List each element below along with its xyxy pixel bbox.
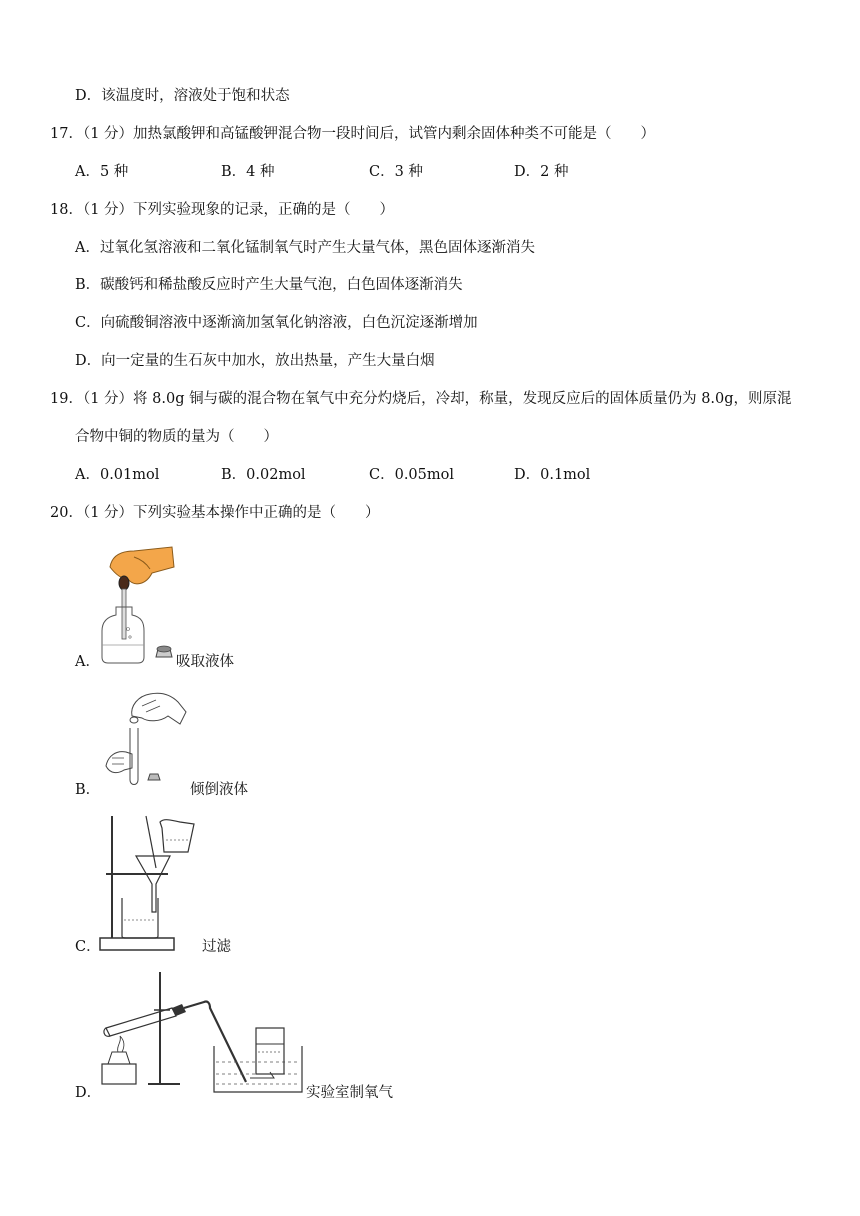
q18-option-d: D．向一定量的生石灰中加水，放出热量，产生大量白烟 — [75, 353, 435, 369]
oxygen-generation-apparatus-icon — [98, 970, 304, 1098]
q17-option-d: D．2 种 — [514, 164, 569, 180]
q20-option-c-caption: 过滤 — [202, 939, 231, 955]
q19-option-a: A．0.01mol — [75, 467, 160, 483]
q20-option-d-letter: D． — [75, 1085, 102, 1101]
q18-option-c: C．向硫酸铜溶液中逐渐滴加氢氧化钠溶液，白色沉淀逐渐增加 — [75, 315, 478, 331]
q18-stem: 18．（1 分）下列实验现象的记录，正确的是（ ） — [50, 202, 395, 218]
q17-option-b: B．4 种 — [221, 164, 275, 180]
pour-liquid-icon — [98, 688, 193, 792]
q19-stem-line1: 19．（1 分）将 8.0g 铜与碳的混合物在氧气中充分灼烧后，冷却，称量，发现反应后的固体质量仍为 8.0g，则原混 — [50, 391, 792, 407]
q20-option-d-caption: 实验室制氧气 — [306, 1085, 393, 1101]
dropper-bottle-icon — [98, 545, 180, 667]
q20-option-a-caption: 吸取液体 — [176, 654, 234, 670]
q18-option-a: A．过氧化氢溶液和二氧化锰制氧气时产生大量气体，黑色固体逐渐消失 — [75, 240, 535, 256]
q16-option-d: D．该温度时，溶液处于饱和状态 — [75, 88, 290, 104]
q19-option-b: B．0.02mol — [221, 467, 306, 483]
q17-option-c: C．3 种 — [369, 164, 423, 180]
q19-stem-line2: 合物中铜的物质的量为（ ） — [75, 429, 278, 445]
q20-option-b-letter: B． — [75, 782, 101, 798]
q18-option-b: B．碳酸钙和稀盐酸反应时产生大量气泡，白色固体逐渐消失 — [75, 277, 463, 293]
q20-option-c-letter: C． — [75, 939, 101, 955]
q19-option-d: D．0.1mol — [514, 467, 591, 483]
q17-option-a: A．5 种 — [75, 164, 129, 180]
q20-stem: 20．（1 分）下列实验基本操作中正确的是（ ） — [50, 505, 380, 521]
q20-option-b-caption: 倾倒液体 — [190, 782, 248, 798]
filtration-apparatus-icon — [98, 812, 202, 954]
q17-stem: 17．（1 分）加热氯酸钾和高锰酸钾混合物一段时间后，试管内剩余固体种类不可能是（ ） — [50, 126, 656, 142]
q20-option-a-letter: A． — [75, 654, 100, 670]
q19-option-c: C．0.05mol — [369, 467, 454, 483]
